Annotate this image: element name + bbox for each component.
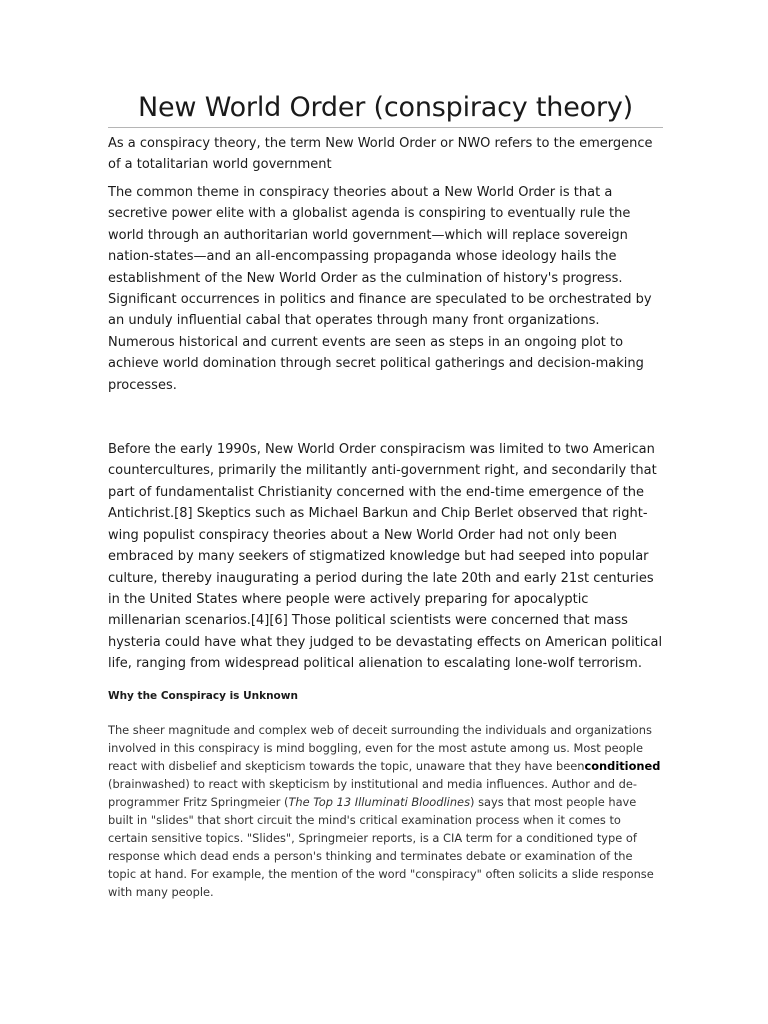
paragraph-common-theme: The common theme in conspiracy theories about a New World Order is that a secretive power elite with a globalist agenda is conspiring to eventually rule the world through an authoritarian world government—which will replace sovereign nation-states—and an all-encompassing propaganda whose ideology hails the establishment of the New World Order as the culmination of history's progress. Significant occurrences in politics and finance are speculated to be orchestrated by an unduly influential cabal that operates through many front organizations. Numerous historical and current events are seen as steps in an ongoing plot to achieve world domination through secret political gatherings and decision-making processes.: [108, 185, 652, 393]
intro-paragraph: As a conspiracy theory, the term New World Order or NWO refers to the emergence of a totalitarian world government: [108, 136, 653, 172]
section-text-3: ) says that most people have built in "slides" that short circuit the mind's critical examination process when it comes to certain sensitive topics. "Slides", Springmeier reports, is a CIA term for a conditioned type of response which dead ends a person's thinking and terminates debate or examination of the topic at hand. For example, the mention of the word "conspiracy" often solicits a slide response with many people.: [108, 794, 654, 899]
section-paragraph: [108, 721, 663, 901]
paragraph-history: Before the early 1990s, New World Order conspiracism was limited to two American countercultures, primarily the militantly anti-government right, and secondarily that part of fundamentalist Christianity concerned with the end-time emergence of the Antichrist.[8] Skeptics such as Michael Barkun and Chip Berlet observed that right-wing populist conspiracy theories about a New World Order had not only been embraced by many seekers of stigmatized knowledge but had seeped into popular culture, thereby inaugurating a period during the late 20th and early 21st centuries in the United States where people were actively preparing for apocalyptic millenarian scenarios.[4][6] Those political scientists were concerned that mass hysteria could have what they judged to be devastating effects on American political life, ranging from widespread political alienation to escalating lone-wolf terrorism.: [108, 442, 663, 672]
section-heading: Why the Conspiracy is Unknown: [108, 689, 298, 702]
page-title: New World Order (conspiracy theory): [108, 92, 663, 128]
section-text-1: The sheer magnitude and complex web of deceit surrounding the individuals and organizations involved in this conspiracy is mind boggling, even for the most astute among us. Most people react with disbelief and skepticism towards the topic, unaware that they have been: [108, 722, 652, 773]
section-text-2: (brainwashed) to react with skepticism by institutional and media influences. Author and de-programmer Fritz Springmeier (: [108, 776, 637, 809]
document-page: [108, 92, 663, 912]
section-bold-term: conditioned: [584, 758, 661, 773]
book-title: The Top 13 Illuminati Bloodlines: [288, 794, 471, 809]
